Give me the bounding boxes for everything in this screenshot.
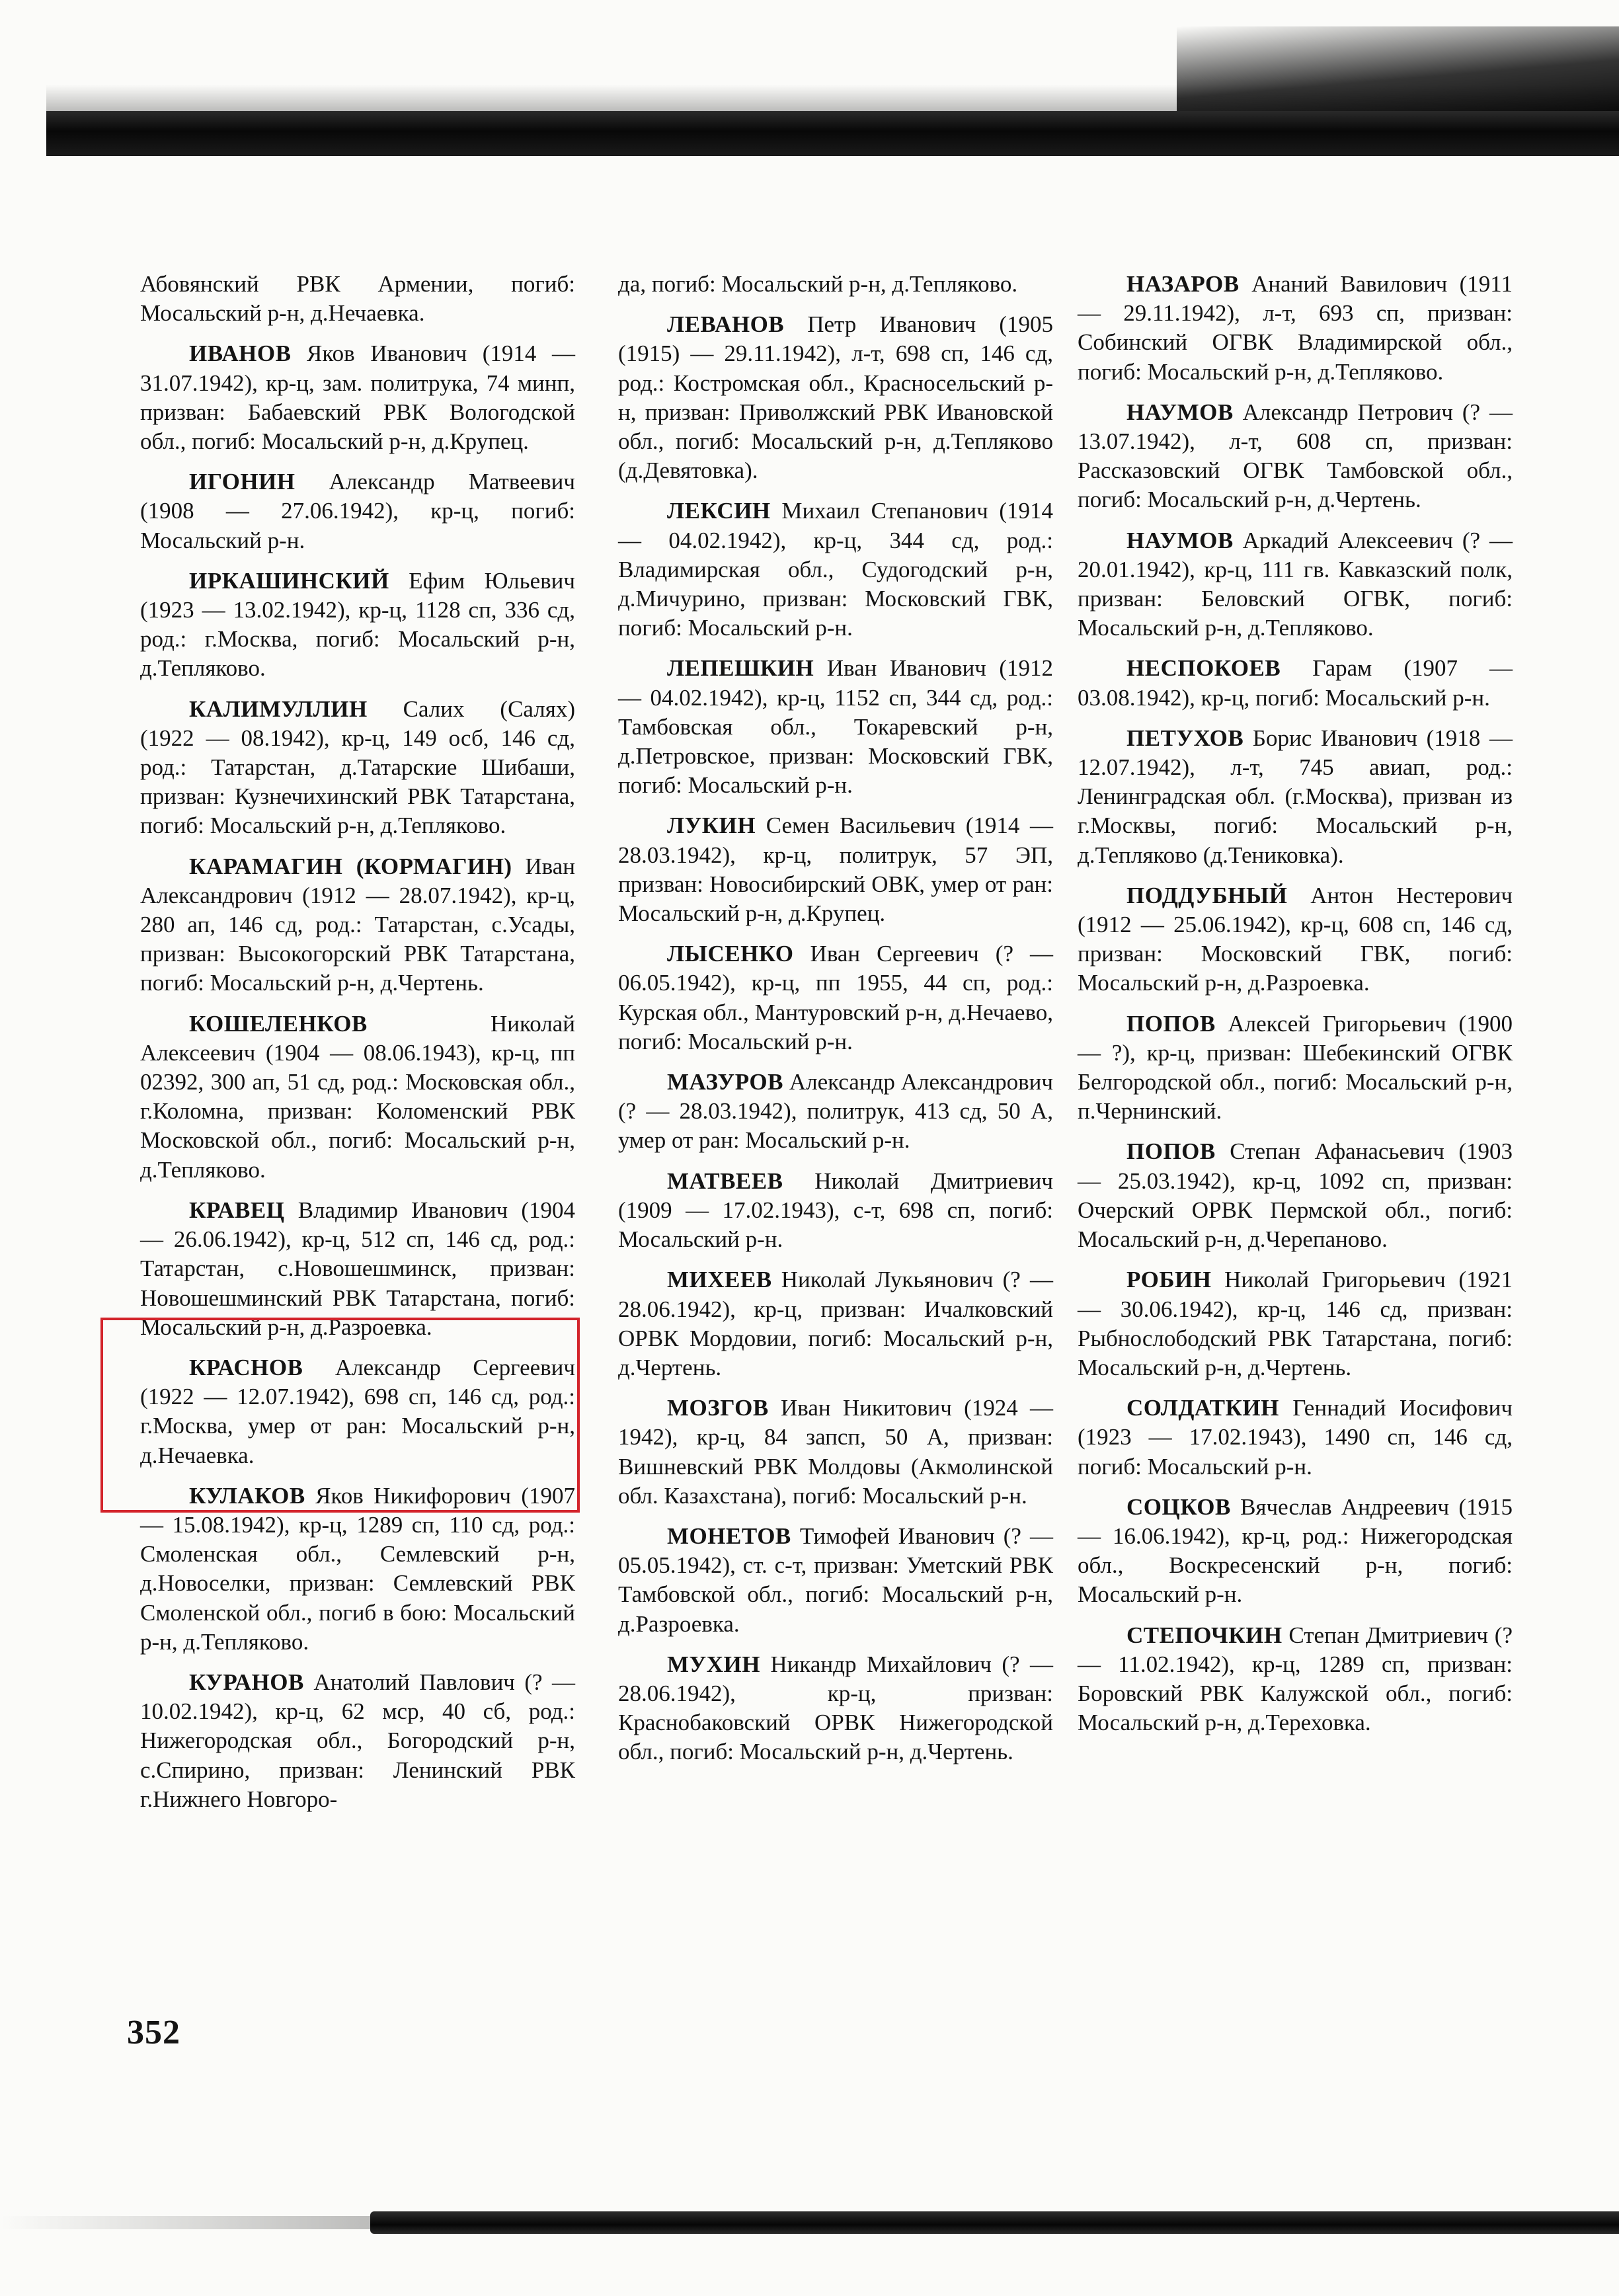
entry-surname: РОБИН <box>1126 1267 1212 1293</box>
entry-text: Иван Сергеевич (? — 06.05.1942), кр-ц, пп 1955, 44 сп, род.: Курская обл., Мантуровский р-н, д.Нечаево, погиб: Мосальский р-н. <box>618 941 1053 1054</box>
entry-surname: МУХИН <box>667 1651 760 1677</box>
entry-text: Александр Петрович (? — 13.07.1942), л-т, 608 сп, призван: Рассказовский ОГВК Тамбовской обл., погиб: Мосальский р-н, д.Чертень. <box>1078 399 1513 513</box>
entry-surname: КУЛАКОВ <box>189 1482 305 1509</box>
entry <box>618 654 1053 800</box>
entry-text: Степан Дмитриевич (? — 11.02.1942), кр-ц, 1289 сп, призван: Боровский РВК Калужской обл., погиб: Мосальский р-н, д.Тереховка. <box>1078 1622 1513 1736</box>
entry-text: Николай Лукьянович (? — 28.06.1942), кр-ц, призван: Ичалковский ОРВК Мордовии, погиб: Мосальский р-н, д.Чертень. <box>618 1267 1054 1380</box>
entry <box>140 852 575 998</box>
entry-text: Семен Васильевич (1914 — 28.03.1942), кр-ц, политрук, 57 ЭП, призван: Новосибирский ОВК, умер от ран: Мосальский р-н, д.Крупец. <box>618 812 1053 927</box>
entry-text: Николай Алексеевич (1904 — 08.06.1943), кр-ц, пп 02392, 300 ап, 51 сд, род.: Московская обл., г.Коломна, призван: Коломенский РВК Московской обл., погиб: Мосальский р-н, д.Тепляково. <box>140 1010 575 1183</box>
entry <box>618 1265 1053 1382</box>
entry <box>140 695 575 841</box>
entry <box>1078 1621 1513 1738</box>
entry-surname: ЛЕВАНОВ <box>667 311 785 338</box>
entry-surname: КАЛИМУЛЛИН <box>189 695 368 722</box>
entry <box>618 1522 1053 1639</box>
entry <box>1078 526 1513 643</box>
column-3 <box>1078 270 1513 1749</box>
entry-surname: СТЕПОЧКИН <box>1126 1622 1283 1648</box>
entry-surname: ЛУКИН <box>667 812 756 839</box>
entry <box>618 1394 1053 1511</box>
entry-surname: НЕСПОКОЕВ <box>1126 655 1281 682</box>
entry <box>1078 1009 1513 1127</box>
entry-text: Петр Иванович (1905 (1915) — 29.11.1942), л-т, 698 сп, 146 сд, род.: Костромская обл., Красносельский р-н, призван: Приволжский РВК Ивановской обл., погиб: Мосальский р-н, д.Тепляково (д.Девятовка). <box>618 311 1054 484</box>
entry-surname: МАТВЕЕВ <box>667 1168 783 1194</box>
entry <box>618 811 1053 928</box>
entry-surname: КУРАНОВ <box>189 1669 304 1695</box>
entry-text: Ананий Вавилович (1911 — 29.11.1942), л-т, 693 сп, призван: Собинский ОГВК Владимирской обл., погиб: Мосальский р-н, д.Тепляково. <box>1078 271 1513 385</box>
entry-text: Гарам (1907 — 03.08.1942), кр-ц, погиб: Мосальский р-н. <box>1078 655 1513 711</box>
entry-text: Яков Иванович (1914 — 31.07.1942), кр-ц, зам. политрука, 74 минп, призван: Бабаевский РВК Вологодской обл., погиб: Мосальский р-н, д.Крупец. <box>140 340 576 455</box>
entry-surname: ПОПОВ <box>1126 1010 1216 1037</box>
entry-surname: МАЗУРОВ <box>667 1069 783 1095</box>
entry-surname: ЛЕПЕШКИН <box>667 655 814 682</box>
entry-surname: ПОДДУБНЫЙ <box>1126 882 1288 908</box>
entry-text: Абовянский РВК Армении, погиб: Мосальский р-н, д.Нечаевка. <box>140 271 575 327</box>
entry-text: Аркадий Алексеевич (? — 20.01.1942), кр-ц, 111 гв. Кавказский полк, призван: Беловский ОГВК, погиб: Мосальский р-н, д.Тепляково. <box>1078 527 1513 641</box>
page-number: 352 <box>127 2014 180 2051</box>
entry-text: Антон Нестерович (1912 — 25.06.1942), кр-ц, 608 сп, 146 сд, призван: Московский ГВК, погиб: Мосальский р-н, д.Разроевка. <box>1078 882 1513 996</box>
entry-text: Тимофей Иванович (? — 05.05.1942), ст. с-т, призван: Уметский РВК Тамбовской обл., погиб: Мосальский р-н, д.Разроевка. <box>618 1523 1054 1637</box>
entry-surname: ЛЕКСИН <box>667 498 771 524</box>
entry-text: Николай Григорьевич (1921 — 30.06.1942), кр-ц, 146 сд, призван: Рыбнослободский РВК Татарстана, погиб: Мосальский р-н, д.Чертень. <box>1078 1267 1513 1380</box>
entry-surname: КОШЕЛЕНКОВ <box>189 1010 368 1037</box>
entry-surname: КРАСНОВ <box>189 1354 303 1380</box>
entry-text: Алексей Григорьевич (1900 — ?), кр-ц, призван: Шебекинский ОГВК Белгородской обл., погиб: Мосальский р-н, п.Чернинский. <box>1078 1010 1513 1125</box>
entry <box>618 939 1053 1056</box>
entry <box>1078 270 1513 387</box>
entry-surname: ИРКАШИНСКИЙ <box>189 567 389 594</box>
entry-text: Геннадий Иосифович (1923 — 17.02.1943), 1490 сп, 146 сд, погиб: Мосальский р-н. <box>1078 1395 1513 1480</box>
entry-text: Ефим Юльевич (1923 — 13.02.1942), кр-ц, 1128 сп, 336 сд, род.: г.Москва, погиб: Мосальский р-н, д.Тепляково. <box>140 567 575 682</box>
entry-text: Николай Дмитриевич (1909 — 17.02.1943), с-т, 698 сп, погиб: Мосальский р-н. <box>618 1168 1054 1253</box>
entry-text: Вячеслав Андреевич (1915 — 16.06.1942), кр-ц, род.: Нижегородская обл., Воскресенский р-н, погиб: Мосальский р-н. <box>1078 1493 1513 1608</box>
entry-continuation <box>618 270 1053 299</box>
entry <box>140 339 575 456</box>
entry-text: Михаил Степанович (1914 — 04.02.1942), кр-ц, 344 сд, род.: Владимирская обл., Судогодский р-н, д.Мичурино, призван: Московский ГВК, погиб: Мосальский р-н. <box>618 498 1054 641</box>
entry-text: Александр Сергеевич (1922 — 12.07.1942), 698 сп, 146 сд, род.: г.Москва, умер от ран: Мосальский р-н, д.Нечаевка. <box>140 1354 575 1468</box>
entry-text: Борис Иванович (1918 — 12.07.1942), л-т, 745 авиап, род.: Ленинградская обл. (г.Москва), призван из г.Москвы, погиб: Мосальский р-н, д.Тепляково (д.Тениковка). <box>1078 725 1513 868</box>
scan-edge-bottom <box>370 2211 1619 2234</box>
entry-surname: НАУМОВ <box>1126 527 1234 553</box>
entry-text: Степан Афанасьевич (1903 — 25.03.1942), кр-ц, 1092 сп, призван: Очерский ОРВК Пермской обл., погиб: Мосальский р-н, д.Черепаново. <box>1078 1138 1513 1253</box>
entry-surname: НАЗАРОВ <box>1126 271 1240 297</box>
entry-text: Анатолий Павлович (? — 10.02.1942), кр-ц, 62 мср, 40 сб, род.: Нижегородская обл., Богородский р-н, с.Спирино, призван: Ленинский РВК г.Нижнего Новгоро- <box>140 1669 576 1812</box>
entry-text: Никандр Михайлович (? — 28.06.1942), кр-ц, призван: Краснобаковский ОРВК Нижегородской обл., погиб: Мосальский р-н, д.Чертень. <box>618 1651 1053 1765</box>
entry-text: Иван Никитович (1924 — 1942), кр-ц, 84 запсп, 50 А, призван: Вишневский РВК Молдовы (Акмолинской обл. Казахстана), погиб: Мосальский р-н. <box>618 1395 1053 1509</box>
entry-continuation <box>140 270 575 328</box>
entry-text: Салих (Салях) (1922 — 08.1942), кр-ц, 149 осб, 146 сд, род.: Татарстан, д.Татарские Шибаши, призван: Кузнечихинский РВК Татарстана, погиб: Мосальский р-н, д.Тепляково. <box>140 695 575 839</box>
scan-edge-bottom-faint <box>0 2216 397 2229</box>
entry <box>1078 881 1513 998</box>
entry <box>140 467 575 555</box>
entry <box>618 1068 1053 1156</box>
entry <box>140 567 575 684</box>
column-1 <box>140 270 575 1825</box>
entry-surname: ИГОНИН <box>189 469 296 495</box>
entry-surname: СОЦКОВ <box>1126 1493 1231 1520</box>
entry-surname: КАРАМАГИН (КОРМАГИН) <box>189 853 512 879</box>
scan-edge-top <box>46 111 1619 156</box>
entry-surname: НАУМОВ <box>1126 399 1234 425</box>
entry <box>618 310 1053 485</box>
entry-surname: ПЕТУХОВ <box>1126 725 1244 751</box>
column-2 <box>618 270 1053 1778</box>
entry <box>140 1668 575 1814</box>
entry-surname: ПОПОВ <box>1126 1138 1216 1165</box>
entry-text: Иван Александрович (1912 — 28.07.1942), кр-ц, 280 ап, 146 сд, род.: Татарстан, с.Усады, призван: Высокогорский РВК Татарстана, погиб: Мосальский р-н, д.Чертень. <box>140 853 575 996</box>
entry-text: Яков Никифорович (1907 — 15.08.1942), кр-ц, 1289 сп, 110 сд, род.: Смоленская обл., Семлевский р-н, д.Новоселки, призван: Семлевский РВК Смоленской обл., погиб в бою: Мосальский р-н, д.Тепляково. <box>140 1482 576 1655</box>
entry-surname: ЛЫСЕНКО <box>667 941 794 967</box>
entry <box>1078 654 1513 712</box>
entry <box>618 1650 1053 1767</box>
entry-surname: МИХЕЕВ <box>667 1267 772 1293</box>
entry-surname: МОНЕТОВ <box>667 1523 791 1549</box>
entry <box>1078 724 1513 870</box>
entry-text: Александр Александрович (? — 28.03.1942), политрук, 413 сд, 50 А, умер от ран: Мосальский р-н. <box>618 1069 1054 1154</box>
entry-text: да, погиб: Мосальский р-н, д.Тепляково. <box>618 271 1018 297</box>
entry-surname: ИВАНОВ <box>189 340 292 367</box>
entry <box>1078 1394 1513 1482</box>
entry-text: Иван Иванович (1912 — 04.02.1942), кр-ц, 1152 сп, 344 сд, род.: Тамбовская обл., Токаревский р-н, д.Петровское, призван: Московский ГВК, погиб: Мосальский р-н. <box>618 655 1053 799</box>
entry <box>618 496 1053 643</box>
entry <box>1078 1265 1513 1382</box>
entry <box>1078 1137 1513 1254</box>
entry <box>140 1009 575 1185</box>
entry-surname: МОЗГОВ <box>667 1395 769 1421</box>
highlight-box <box>100 1318 580 1513</box>
entry <box>618 1167 1053 1255</box>
entry <box>1078 1493 1513 1610</box>
entry-text: Владимир Иванович (1904 — 26.06.1942), кр-ц, 512 сп, 146 сд, род.: Татарстан, с.Новошешминск, призван: Новошешминский РВК Татарстана, погиб: Мосальский р-н, д.Разроевка. <box>140 1197 576 1340</box>
entry-surname: КРАВЕЦ <box>189 1197 285 1223</box>
entry-text: Александр Матвеевич (1908 — 27.06.1942), кр-ц, погиб: Мосальский р-н. <box>140 469 575 553</box>
entry-surname: СОЛДАТКИН <box>1126 1395 1279 1421</box>
entry <box>1078 398 1513 515</box>
